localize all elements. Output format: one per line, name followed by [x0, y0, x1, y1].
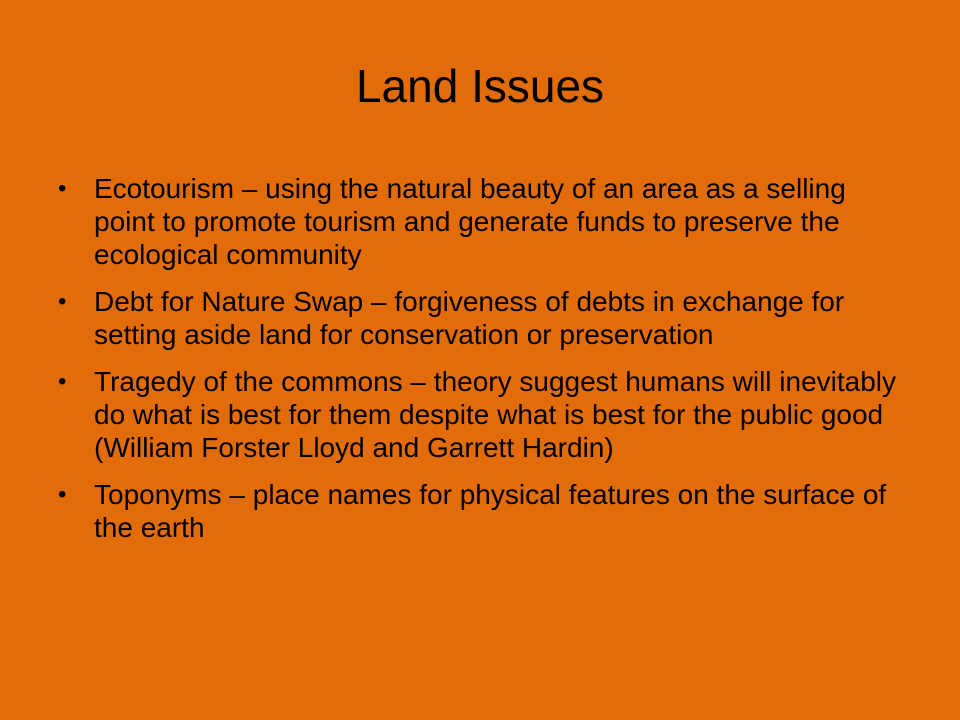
bullet-text: Ecotourism – using the natural beauty of an area as a selling point to promote tourism and generate funds to preserve the ecological community [94, 173, 846, 270]
bullet-text: Toponyms – place names for physical features on the surface of the earth [94, 479, 887, 543]
bullet-text: Tragedy of the commons – theory suggest humans will inevitably do what is best for them despite what is best for the public good (William Forster Lloyd and Garrett Hardin) [94, 366, 897, 463]
bullet-icon: • [58, 481, 67, 508]
bullet-icon: • [58, 175, 67, 202]
bullet-text: Debt for Nature Swap – forgiveness of debts in exchange for setting aside land for conservation or preservation [94, 286, 845, 350]
bullet-item-debt-for-nature-swap [56, 285, 906, 351]
bullet-item-toponyms [56, 478, 906, 544]
bullet-list [56, 172, 906, 558]
bullet-item-tragedy-of-the-commons [56, 365, 906, 464]
slide-title: Land Issues [355, 60, 605, 112]
bullet-item-ecotourism [56, 172, 906, 271]
bullet-icon: • [58, 288, 67, 315]
bullet-icon: • [58, 368, 67, 395]
